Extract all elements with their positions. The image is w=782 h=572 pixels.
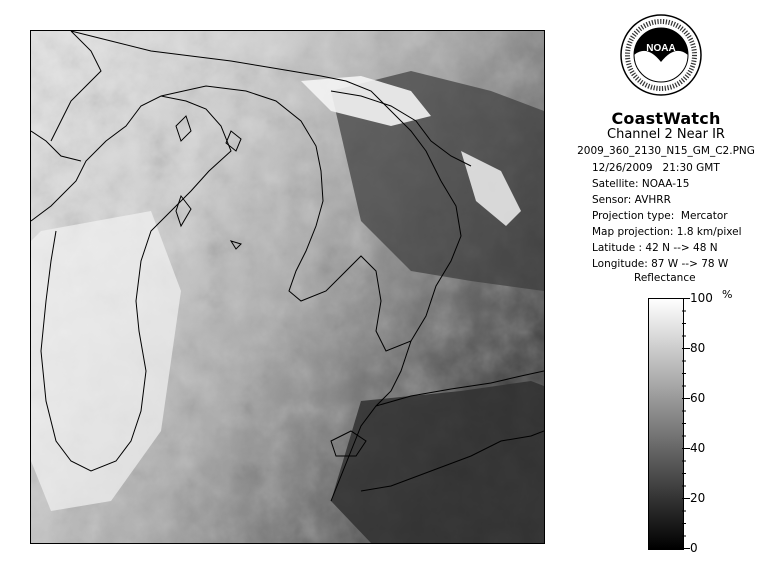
colorbar-ticks bbox=[682, 298, 702, 550]
colorbar-title: Reflectance bbox=[634, 272, 696, 284]
channel-label: Channel 2 Near IR bbox=[607, 127, 725, 142]
satellite-reflectance-map bbox=[31, 31, 544, 543]
time-label: 21:30 GMT bbox=[662, 162, 720, 174]
satellite-label: Satellite: NOAA-15 bbox=[592, 178, 690, 190]
colorbar-tick-label: 40 bbox=[690, 440, 706, 455]
satellite-image bbox=[30, 30, 545, 544]
map-projection-label: Map projection: 1.8 km/pixel bbox=[592, 226, 742, 238]
date-label: 12/26/2009 bbox=[592, 162, 653, 174]
svg-text:NOAA: NOAA bbox=[646, 43, 676, 54]
colorbar-tick-label: 0 bbox=[690, 540, 698, 555]
date-time-line bbox=[592, 162, 720, 174]
sensor-label: Sensor: AVHRR bbox=[592, 194, 671, 206]
lake-erie-dark-region bbox=[331, 381, 544, 543]
colorbar-unit: % bbox=[722, 288, 733, 301]
longitude-label: Longitude: 87 W --> 78 W bbox=[592, 258, 729, 270]
projection-type-label: Projection type: Mercator bbox=[592, 210, 728, 222]
colorbar-tick-label: 20 bbox=[690, 490, 706, 505]
colorbar-tick-label: 100 bbox=[690, 290, 713, 305]
colorbar-tick-label: 80 bbox=[690, 340, 706, 355]
latitude-label: Latitude : 42 N --> 48 N bbox=[592, 242, 718, 254]
noaa-logo bbox=[620, 14, 702, 96]
filename-label: 2009_360_2130_N15_GM_C2.PNG bbox=[577, 145, 755, 157]
colorbar-tick-label: 60 bbox=[690, 390, 706, 405]
product-title: CoastWatch bbox=[611, 109, 721, 128]
reflectance-colorbar bbox=[648, 298, 684, 550]
